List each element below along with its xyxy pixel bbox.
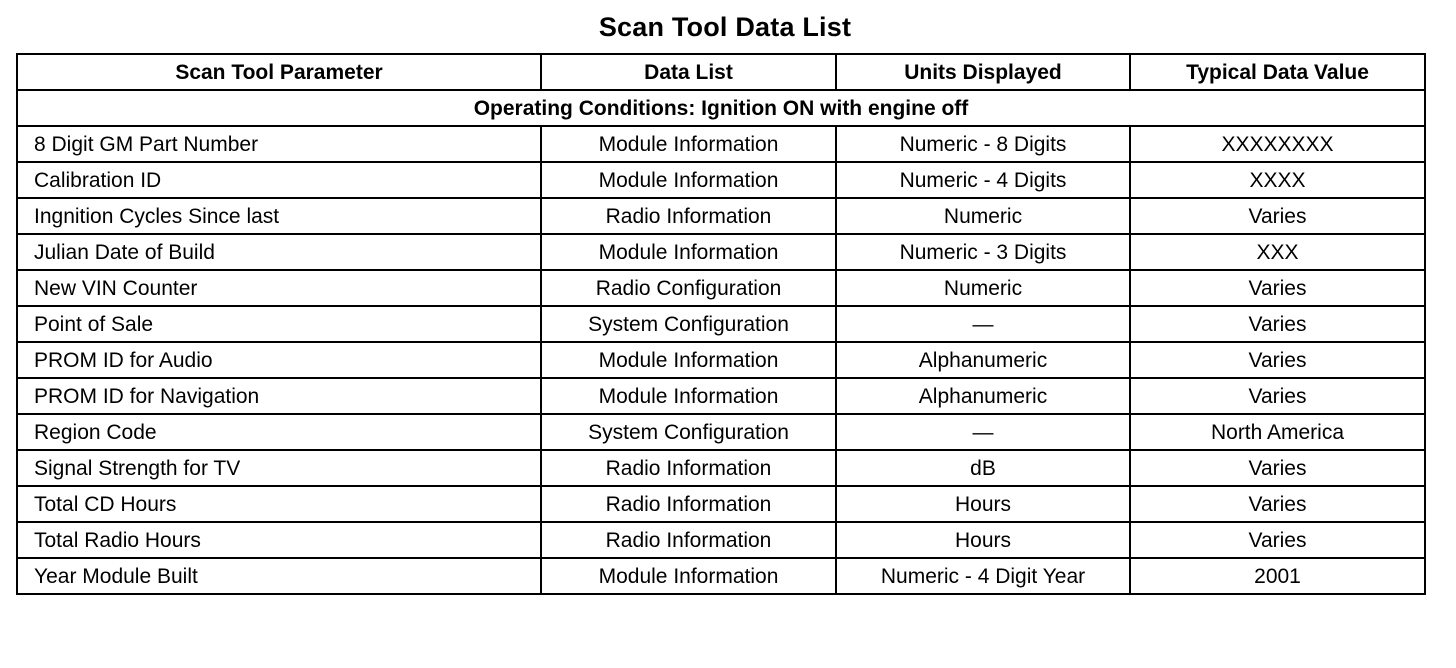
table-row	[17, 378, 1425, 414]
cell-units-displayed: Numeric	[836, 270, 1130, 306]
cell-units-displayed: Alphanumeric	[836, 342, 1130, 378]
table-row	[17, 198, 1425, 234]
cell-data-list: Module Information	[541, 558, 836, 594]
cell-units-displayed: Numeric	[836, 198, 1130, 234]
table-row	[17, 558, 1425, 594]
cell-data-list: System Configuration	[541, 414, 836, 450]
cell-typical-data-value: Varies	[1130, 486, 1425, 522]
table-row	[17, 234, 1425, 270]
cell-data-list: Module Information	[541, 162, 836, 198]
header-data-list: Data List	[541, 54, 836, 90]
cell-units-displayed: dB	[836, 450, 1130, 486]
page-title: Scan Tool Data List	[598, 12, 852, 42]
cell-typical-data-value: 2001	[1130, 558, 1425, 594]
cell-scan-tool-parameter: Region Code	[17, 414, 541, 450]
cell-typical-data-value: Varies	[1130, 522, 1425, 558]
cell-scan-tool-parameter: Signal Strength for TV	[17, 450, 541, 486]
cell-units-displayed: Alphanumeric	[836, 378, 1130, 414]
table-row	[17, 486, 1425, 522]
cell-typical-data-value: Varies	[1130, 198, 1425, 234]
cell-units-displayed: —	[836, 414, 1130, 450]
table-header-row	[17, 54, 1425, 90]
cell-typical-data-value: Varies	[1130, 450, 1425, 486]
cell-scan-tool-parameter: New VIN Counter	[17, 270, 541, 306]
cell-scan-tool-parameter: Total CD Hours	[17, 486, 541, 522]
cell-data-list: Radio Information	[541, 522, 836, 558]
cell-data-list: Radio Information	[541, 450, 836, 486]
cell-data-list: Radio Information	[541, 486, 836, 522]
cell-typical-data-value: XXXXXXXX	[1130, 126, 1425, 162]
table-row	[17, 162, 1425, 198]
cell-units-displayed: Numeric - 8 Digits	[836, 126, 1130, 162]
table-row	[17, 522, 1425, 558]
cell-units-displayed: Numeric - 3 Digits	[836, 234, 1130, 270]
cell-scan-tool-parameter: 8 Digit GM Part Number	[17, 126, 541, 162]
header-typical-data-value: Typical Data Value	[1130, 54, 1425, 90]
table-body	[17, 90, 1425, 594]
table-row	[17, 306, 1425, 342]
scan-tool-data-table	[16, 53, 1426, 595]
table-row	[17, 126, 1425, 162]
cell-units-displayed: Numeric - 4 Digit Year	[836, 558, 1130, 594]
header-scan-tool-parameter: Scan Tool Parameter	[17, 54, 541, 90]
cell-scan-tool-parameter: Total Radio Hours	[17, 522, 541, 558]
cell-data-list: Radio Information	[541, 198, 836, 234]
cell-scan-tool-parameter: PROM ID for Navigation	[17, 378, 541, 414]
cell-data-list: Module Information	[541, 342, 836, 378]
operating-conditions-row	[17, 90, 1425, 126]
cell-typical-data-value: Varies	[1130, 270, 1425, 306]
cell-scan-tool-parameter: Calibration ID	[17, 162, 541, 198]
table-row	[17, 270, 1425, 306]
operating-conditions-label: Operating Conditions: Ignition ON with engine off	[17, 90, 1425, 126]
cell-typical-data-value: XXX	[1130, 234, 1425, 270]
cell-typical-data-value: Varies	[1130, 342, 1425, 378]
table-row	[17, 450, 1425, 486]
cell-data-list: Module Information	[541, 126, 836, 162]
cell-scan-tool-parameter: Ingnition Cycles Since last	[17, 198, 541, 234]
header-units-displayed: Units Displayed	[836, 54, 1130, 90]
cell-typical-data-value: XXXX	[1130, 162, 1425, 198]
table-row	[17, 342, 1425, 378]
cell-data-list: Radio Configuration	[541, 270, 836, 306]
cell-units-displayed: Hours	[836, 522, 1130, 558]
cell-scan-tool-parameter: PROM ID for Audio	[17, 342, 541, 378]
cell-units-displayed: —	[836, 306, 1130, 342]
cell-scan-tool-parameter: Point of Sale	[17, 306, 541, 342]
cell-data-list: System Configuration	[541, 306, 836, 342]
table-row	[17, 414, 1425, 450]
cell-typical-data-value: Varies	[1130, 378, 1425, 414]
cell-units-displayed: Numeric - 4 Digits	[836, 162, 1130, 198]
cell-scan-tool-parameter: Julian Date of Build	[17, 234, 541, 270]
cell-scan-tool-parameter: Year Module Built	[17, 558, 541, 594]
cell-data-list: Module Information	[541, 378, 836, 414]
cell-typical-data-value: Varies	[1130, 306, 1425, 342]
cell-units-displayed: Hours	[836, 486, 1130, 522]
cell-typical-data-value: North America	[1130, 414, 1425, 450]
cell-data-list: Module Information	[541, 234, 836, 270]
